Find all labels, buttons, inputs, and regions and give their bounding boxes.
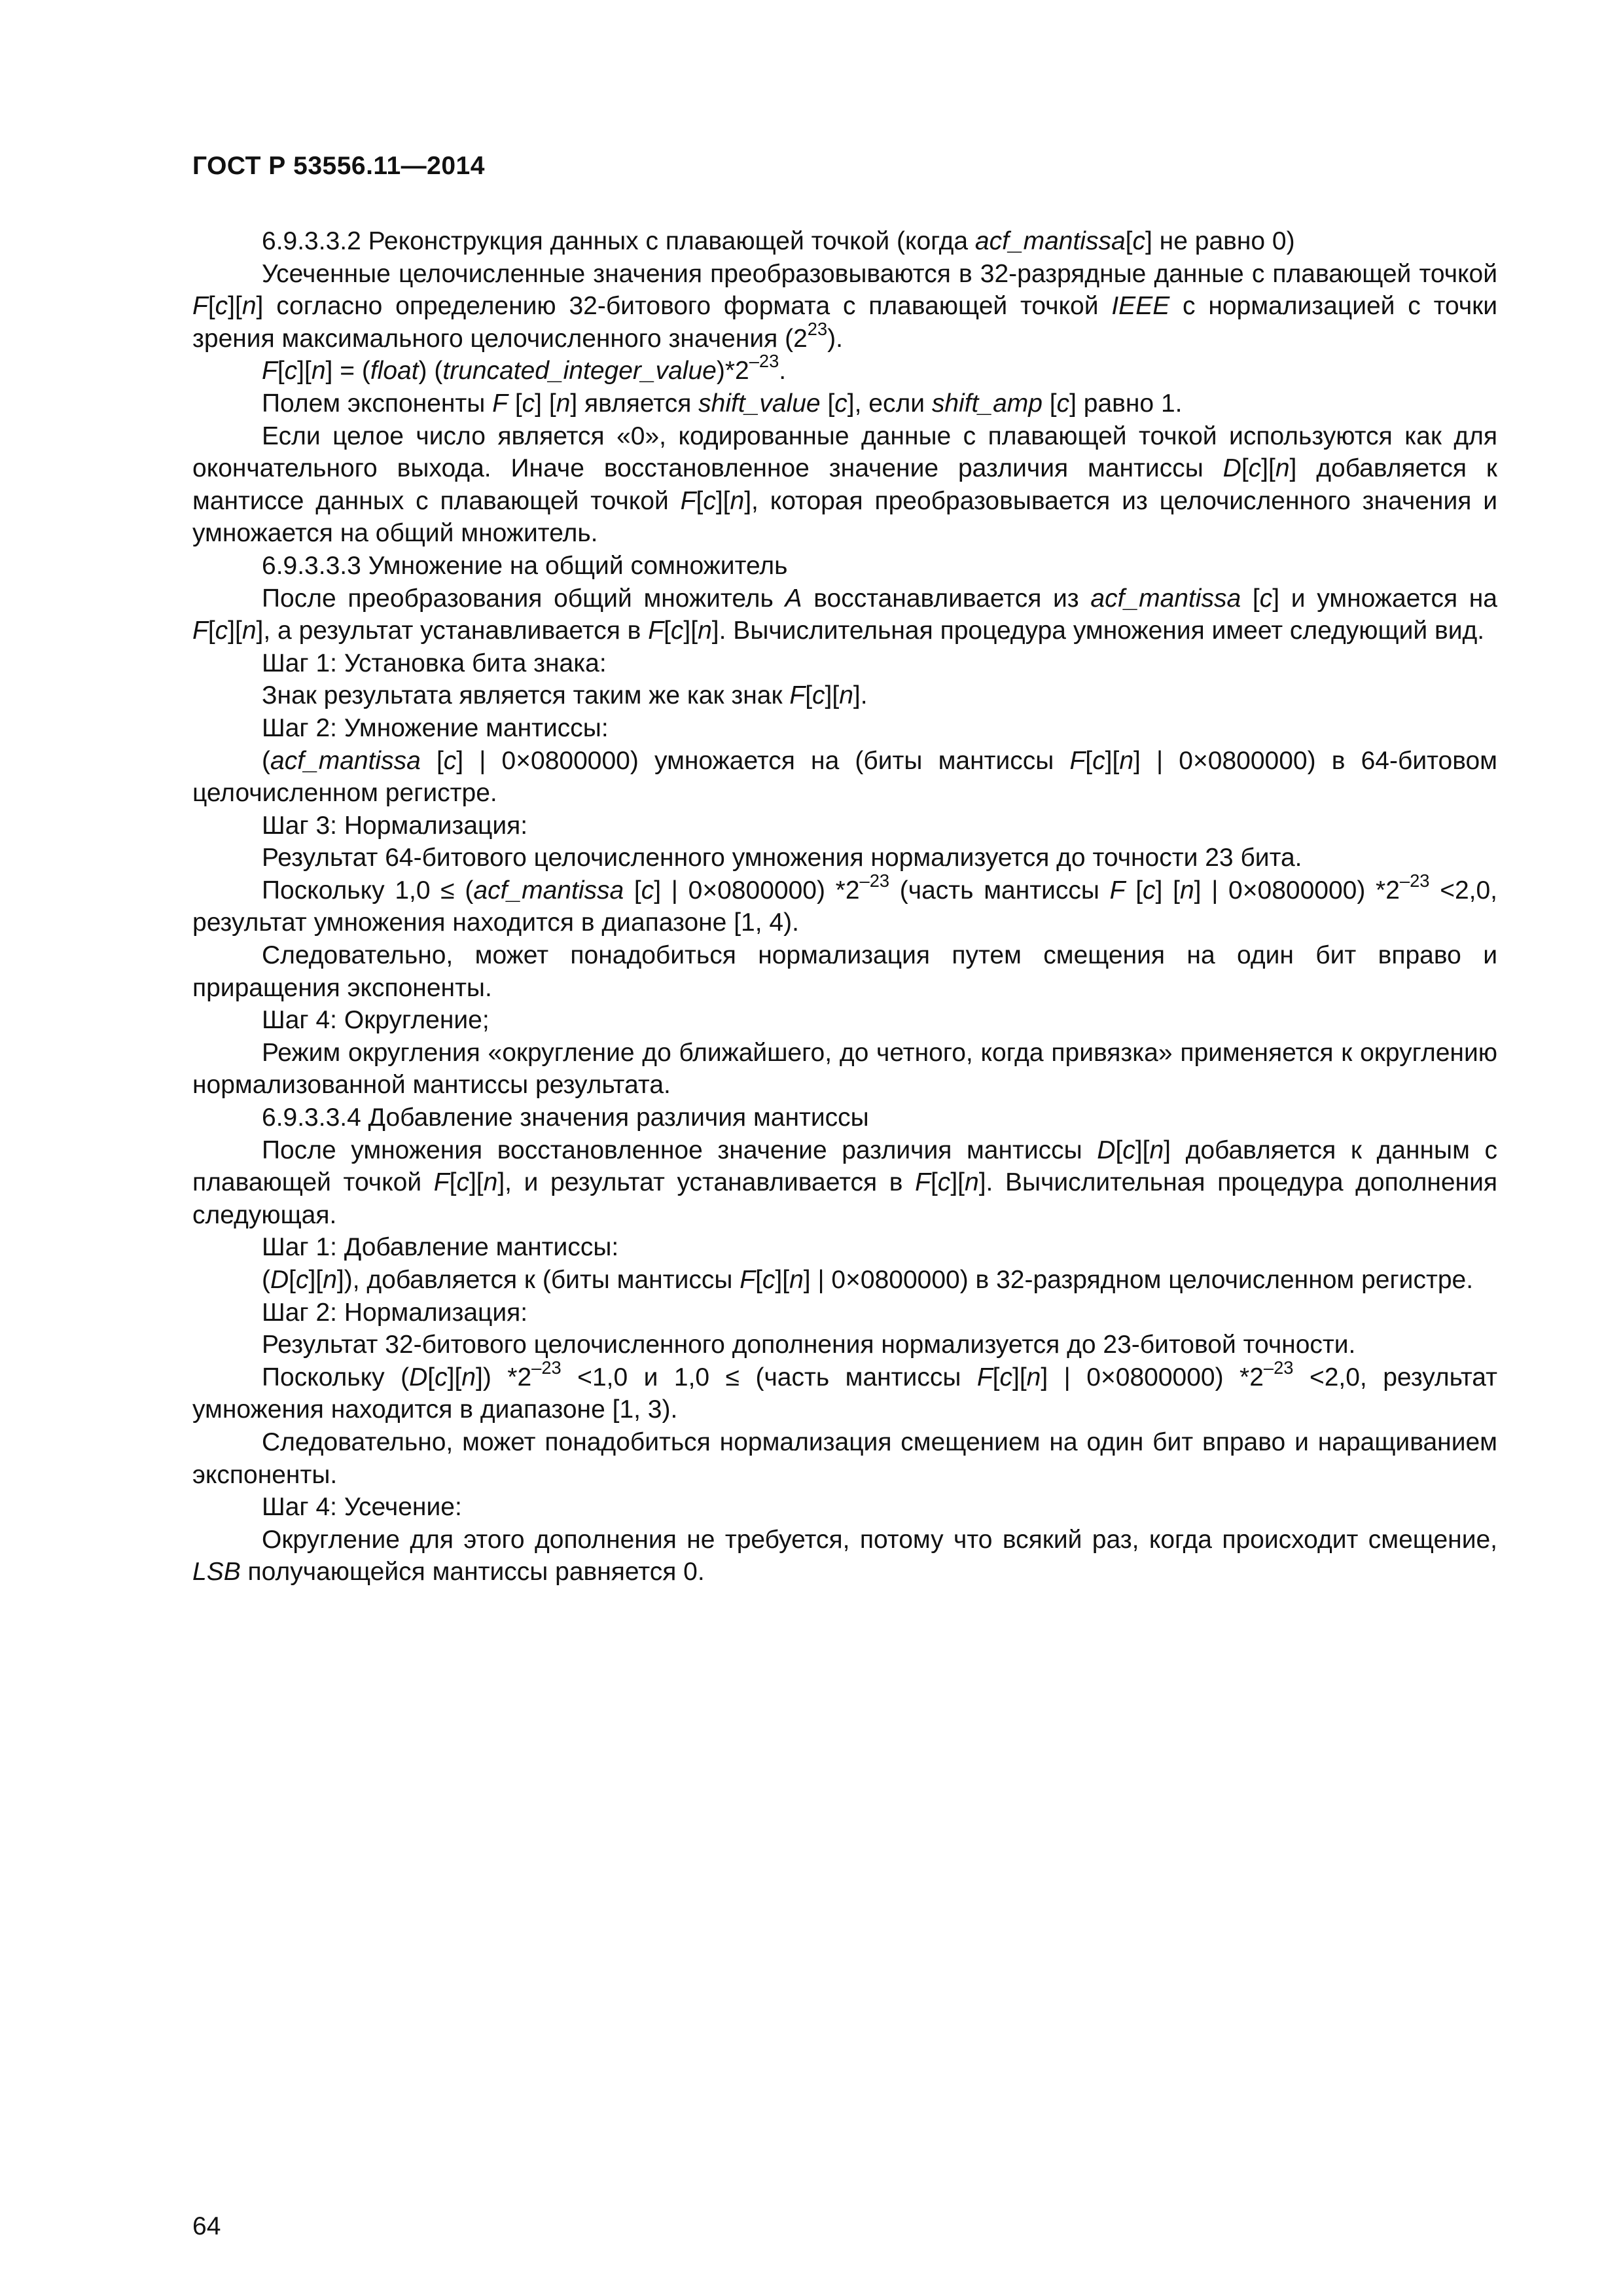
step-heading: Шаг 2: Умножение мантиссы: <box>262 713 609 742</box>
formula: F[c][n] = (float) $(truncated\_integer\_value)*2^{-23}$. <box>262 351 787 386</box>
paragraph: После преобразования общий множитель A восстанавливается из acf_mantissa [c] и умножается на F[c][n], а результат устанавливается в F[c][n]. Вычислительная процедура умножения имеет следующий вид. <box>192 584 1497 645</box>
paragraph: Режим округления «округление до ближайшего, до четного, когда привязка» применяется к округлению нормализованной мантиссы результата. <box>192 1038 1497 1100</box>
paragraph: Результат 32-битового целочисленного дополнения нормализуется до 23-битовой точности. <box>262 1331 1356 1359</box>
section-heading: 6.9.3.3.3 Умножение на общий сомножитель <box>262 551 788 580</box>
paragraph: (acf_mantissa [c] | 0×0800000) умножается на (биты мантиссы F[c][n] | 0×0800000) в 64-битовом целочисленном регистре. <box>192 746 1497 808</box>
step-heading: Шаг 2: Нормализация: <box>262 1298 528 1327</box>
step-heading: Шаг 4: Округление; <box>262 1006 490 1035</box>
paragraph: Следовательно, может понадобиться нормализация смещением на один бит вправо и наращиванием экспоненты. <box>192 1427 1497 1489</box>
section-heading: 6.9.3.3.4 Добавление значения различия мантиссы <box>262 1103 869 1132</box>
paragraph: 6.9.3.3.2 Реконструкция данных с плавающей точкой (когда acf_mantissa[c] не равно 0) <box>262 227 1295 255</box>
step-heading: Шаг 4: Усечение: <box>262 1493 462 1522</box>
paragraph: Поскольку (D[c][n]) $*2^{-23} <1,0$ и 1,0 ≤ (часть мантиссы F[c][n] | 0×0800000) $*2^{-23} <2,0$, результат умножения находится в диапазоне [1, 3). <box>192 1357 1498 1424</box>
paragraph: Если целое число является «0», кодированные данные с плавающей точкой используются как для окончательного выхода. Иначе восстановленное значение различия мантиссы D[c][n] добавляется к мантиссе данных с плавающей точкой F[c][n], которая преобразовывается из целочисленного значения и умножается на общий множитель. <box>192 422 1497 548</box>
paragraph: Знак результата является таким же как знак F[c][n]. <box>262 681 868 710</box>
document-header: ГОСТ Р 53556.11—2014 <box>192 152 485 180</box>
step-heading: Шаг 1: Добавление мантиссы: <box>262 1233 619 1262</box>
paragraph: Поскольку 1,0 ≤ (acf_mantissa [c] | 0×0800000) $*2^{-23}$ (часть мантиссы F [c] [n] | 0×0800000) $*2^{-23} <2,0$, результат умножения находится в диапазоне [1, 4). <box>192 870 1498 937</box>
page-number: 64 <box>192 2212 221 2240</box>
document-body <box>192 225 1497 1588</box>
paragraph: (D[c][n]), добавляется к (биты мантиссы F[c][n] | 0×0800000) в 32-разрядном целочисленном регистре. <box>262 1266 1474 1294</box>
paragraph: Следовательно, может понадобиться нормализация путем смещения на один бит вправо и приращения экспоненты. <box>192 941 1497 1002</box>
paragraph: Полем экспоненты F [c] [n] является shift_value [c], если shift_amp [c] равно 1. <box>262 389 1183 418</box>
step-heading: Шаг 1: Установка бита знака: <box>262 649 607 677</box>
paragraph: Усеченные целочисленные значения преобразовываются в 32-разрядные данные с плавающей точкой F[c][n] согласно определению 32-битового формата с плавающей точкой IEEE с нормализацией с точки зрения максимального целочисленного значения $(2^{23})$. <box>192 259 1498 353</box>
paragraph: После умножения восстановленное значение различия мантиссы D[c][n] добавляется к данным с плавающей точкой F[c][n], и результат устанавливается в F[c][n]. Вычислительная процедура дополнения следующая. <box>192 1136 1497 1229</box>
paragraph: Округление для этого дополнения не требуется, потому что всякий раз, когда происходит смещение, LSB получающейся мантиссы равняется 0. <box>192 1525 1497 1587</box>
paragraph: Результат 64-битового целочисленного умножения нормализуется до точности 23 бита. <box>262 844 1302 872</box>
step-heading: Шаг 3: Нормализация: <box>262 811 528 840</box>
